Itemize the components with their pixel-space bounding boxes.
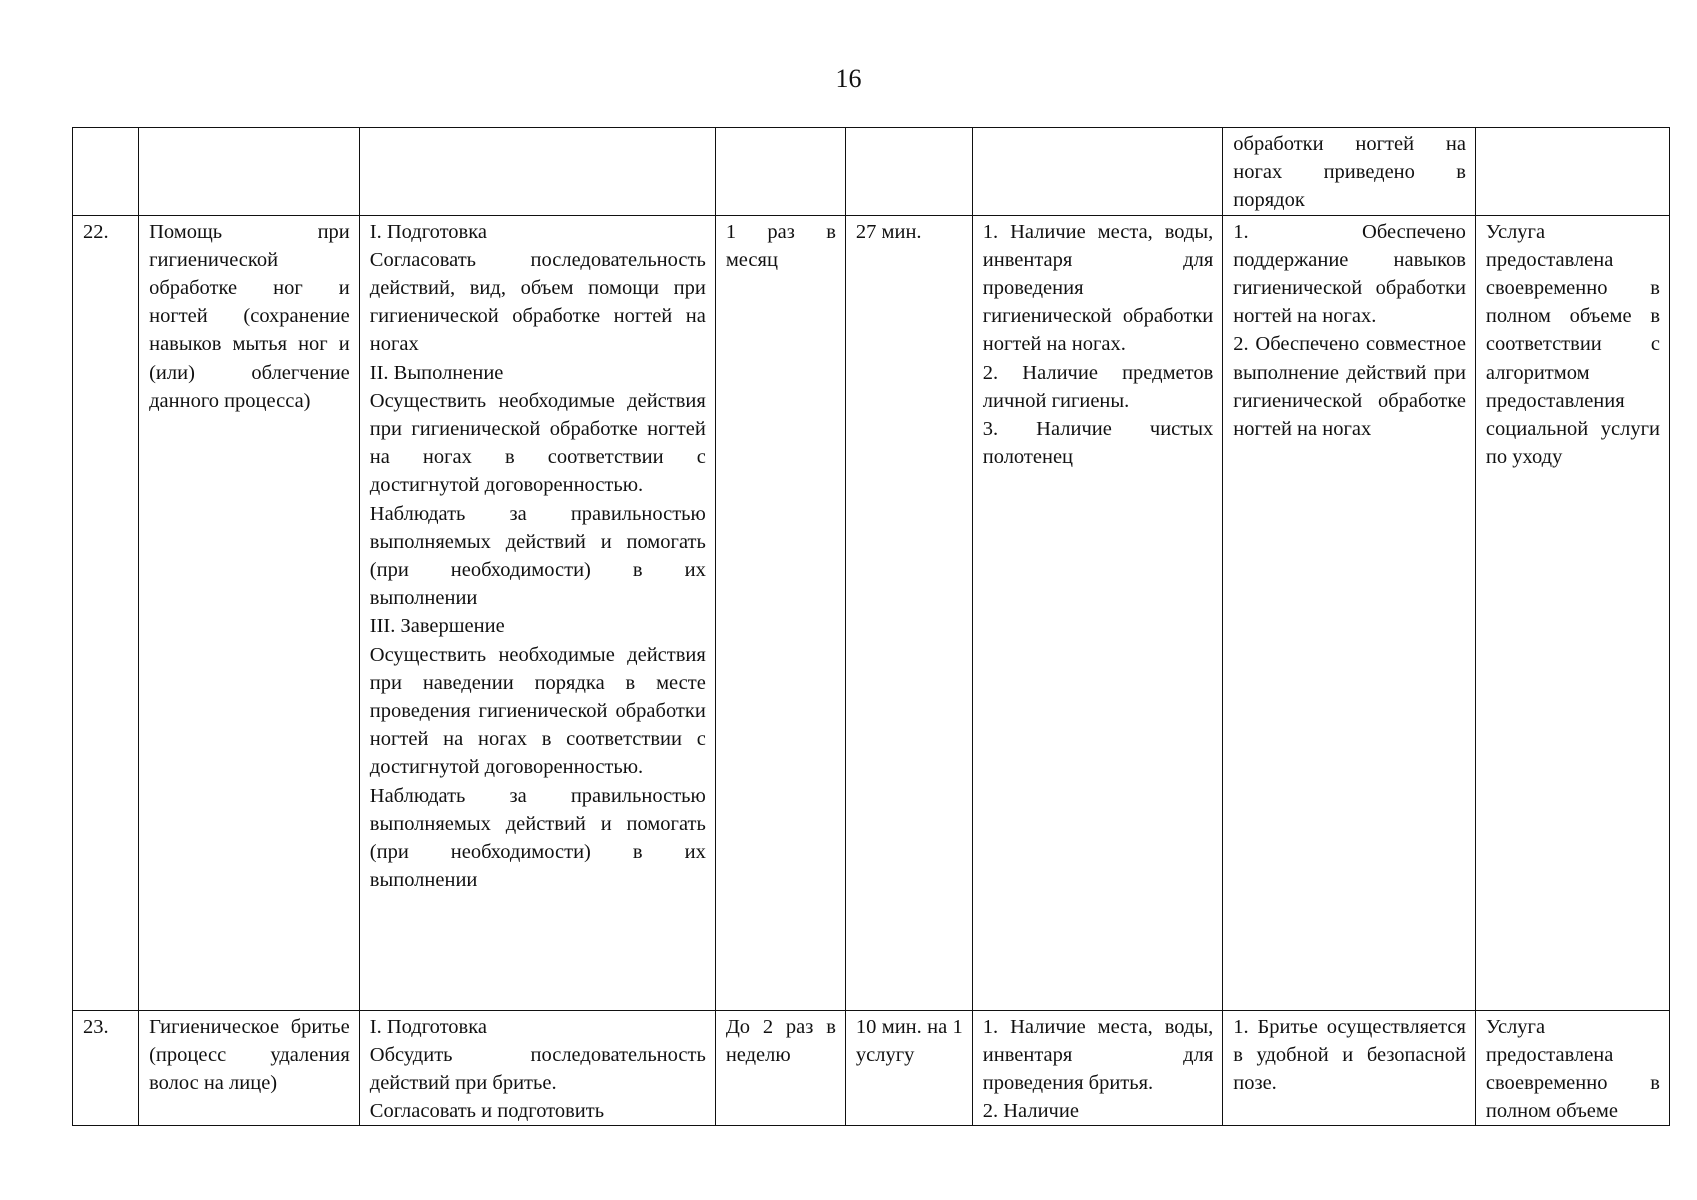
condition-item: 2. Наличие предметов личной гигиены. xyxy=(982,361,1214,412)
description-line: I. Подготовка xyxy=(369,1015,487,1038)
page-number: 16 xyxy=(835,64,862,93)
service-frequency: 1 раз в месяц xyxy=(715,215,845,1010)
description-line: Обсудить последовательность действий при бритье. xyxy=(369,1043,706,1095)
service-name: Помощь при гигиенической обработке ног и ногтей (сохранение навыков мытья ног и (или) облегчение данного процесса) xyxy=(139,215,360,1010)
condition-item: 3. Наличие чистых полотенец xyxy=(982,418,1214,469)
description-line: II. Выполнение xyxy=(369,361,504,384)
description-line: Наблюдать за правильностью выполняемых действий и помогать (при необходимости) в их выполнении xyxy=(369,784,706,892)
services-table xyxy=(72,127,1670,1126)
cell-result: обработки ногтей на ногах приведено в порядок xyxy=(1223,128,1476,216)
result-item: 1. Обеспечено поддержание навыков гигиенической обработки ногтей на ногах. xyxy=(1233,220,1466,328)
description-line: Наблюдать за правильностью выполняемых действий и помогать (при необходимости) в их выполнении xyxy=(369,502,706,610)
condition-item: 2. Наличие xyxy=(982,1100,1079,1123)
service-description xyxy=(359,215,715,1010)
result-item: 1. Бритье осуществляется в удобной и безопасной позе. xyxy=(1233,1015,1466,1095)
table-row xyxy=(73,215,1670,1010)
cell-frequency xyxy=(715,128,845,216)
service-frequency: До 2 раз в неделю xyxy=(715,1010,845,1126)
service-conditions xyxy=(972,1010,1223,1126)
service-name: Гигиеническое бритье (процесс удаления волос на лице) xyxy=(139,1010,360,1126)
cell-evaluation xyxy=(1475,128,1669,216)
service-evaluation: Услуга предоставлена своевременно в полном объеме в соответствии с алгоритмом предоставления социальной услуги по уходу xyxy=(1475,215,1669,1010)
row-number: 22. xyxy=(73,215,139,1010)
description-line: I. Подготовка xyxy=(369,220,487,243)
table-row xyxy=(73,1010,1670,1126)
cell-duration xyxy=(845,128,972,216)
table-row-continuation xyxy=(73,128,1670,216)
condition-item: 1. Наличие места, воды, инвентаря для проведения гигиенической обработки ногтей на ногах. xyxy=(982,220,1214,356)
description-line: III. Завершение xyxy=(369,615,505,638)
service-duration: 10 мин. на 1 услугу xyxy=(845,1010,972,1126)
service-results xyxy=(1223,1010,1476,1126)
service-results xyxy=(1223,215,1476,1010)
cell-number xyxy=(73,128,139,216)
description-line: Осуществить необходимые действия при наведении порядка в месте проведения гигиенической обработки ногтей на ногах в соответствии с достигнутой договоренностью. xyxy=(369,643,706,779)
condition-item: 1. Наличие места, воды, инвентаря для проведения бритья. xyxy=(982,1015,1214,1095)
cell-name xyxy=(139,128,360,216)
result-item: 2. Обеспечено совместное выполнение действий при гигиенической обработке ногтей на ногах xyxy=(1233,333,1466,441)
service-evaluation: Услуга предоставлена своевременно в полном объеме xyxy=(1475,1010,1669,1126)
description-line: Согласовать последовательность действий, вид, объем помощи при гигиенической обработке ногтей на ногах xyxy=(369,248,706,356)
description-line: Осуществить необходимые действия при гигиенической обработке ногтей на ногах в соответствии с достигнутой договоренностью. xyxy=(369,389,706,497)
service-conditions xyxy=(972,215,1223,1010)
service-duration: 27 мин. xyxy=(845,215,972,1010)
description-line: Согласовать и подготовить xyxy=(369,1100,605,1123)
row-number: 23. xyxy=(73,1010,139,1126)
cell-description xyxy=(359,128,715,216)
cell-conditions xyxy=(972,128,1223,216)
service-description xyxy=(359,1010,715,1126)
